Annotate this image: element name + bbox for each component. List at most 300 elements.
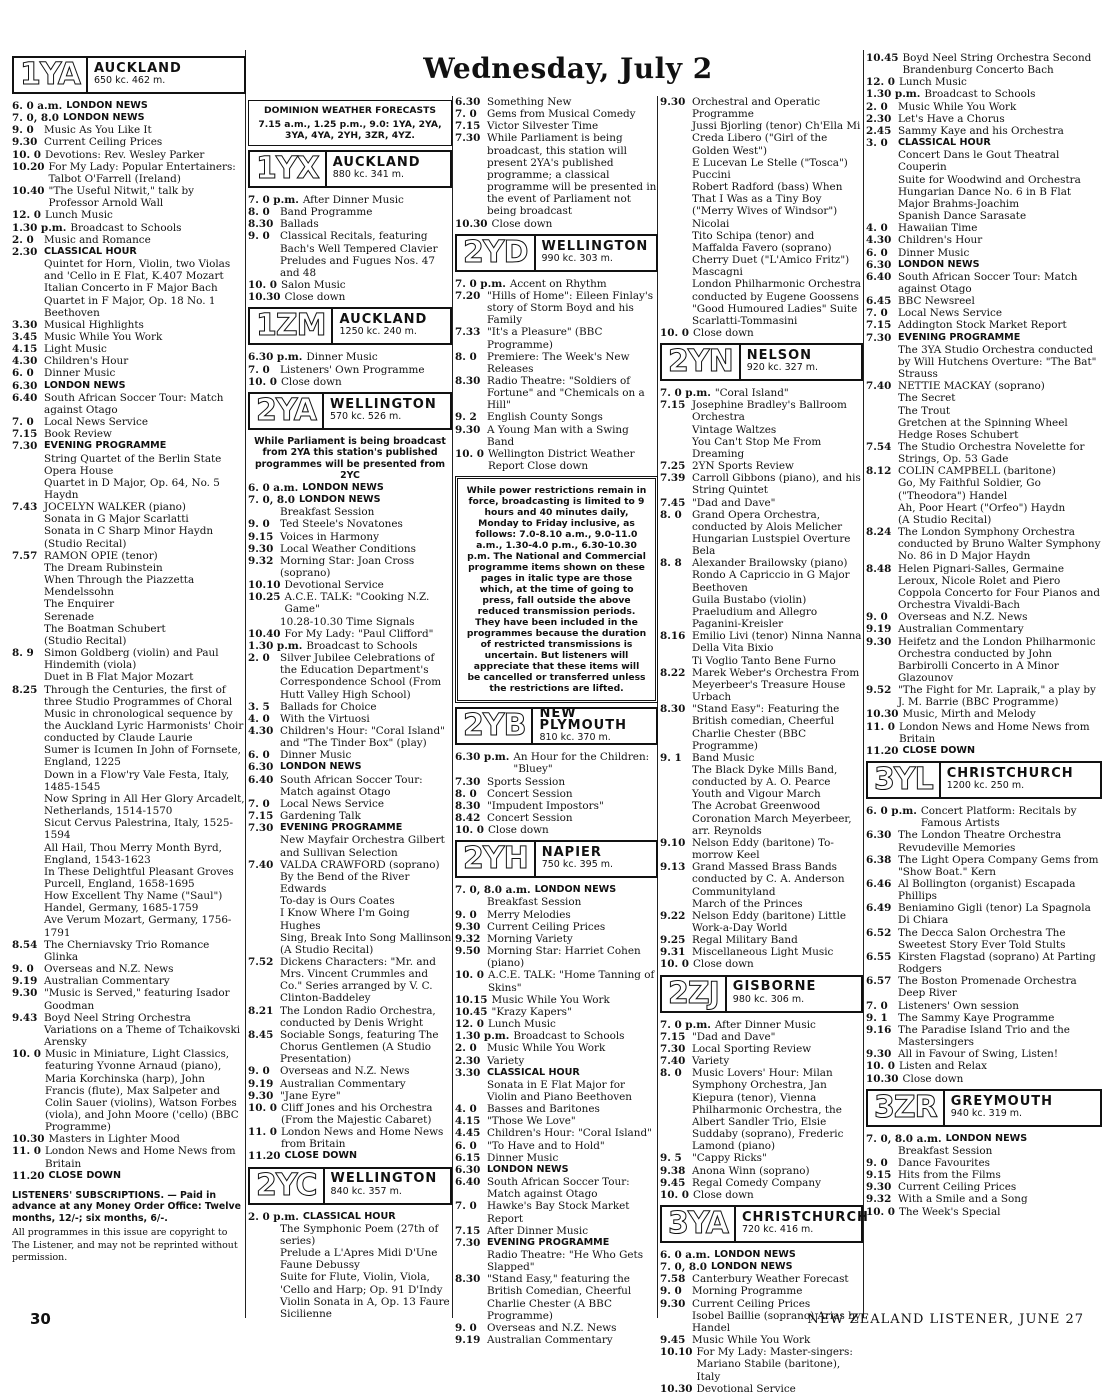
program-entry <box>12 295 246 319</box>
program-entry <box>12 453 246 477</box>
program-time: 7. 0 <box>248 363 270 376</box>
program-entry <box>12 611 246 623</box>
program-description: Victor Silvester Time <box>487 120 599 133</box>
program-description: Nelson Eddy (baritone) Little Work-a-Day World <box>692 909 847 934</box>
program-entry <box>248 1296 452 1308</box>
program-list-1ya <box>12 100 246 1182</box>
program-list-1zm <box>248 351 452 387</box>
program-description: Through the Centuries, the first of three Studio Programmes of Choral Music in chronological sequence by the Auckland Lyric Harmonists' Choir conducted by Claude Laurie <box>44 683 244 745</box>
program-time: 9. 1 <box>660 751 682 764</box>
program-description: LONDON NEWS <box>487 1163 569 1175</box>
station-frequency: 980 kc. 306 m. <box>732 993 805 1005</box>
program-entry <box>660 1189 863 1201</box>
program-description: Dinner Music <box>898 246 970 259</box>
program-entry <box>455 1006 658 1018</box>
program-entry <box>660 1055 863 1067</box>
program-entry <box>12 380 246 392</box>
program-description: Listeners' Own Programme <box>280 363 425 376</box>
program-description: Devotional Service <box>284 579 384 592</box>
program-time <box>12 914 40 938</box>
program-time: 8.25 <box>12 683 38 696</box>
program-time <box>248 932 276 944</box>
program-time <box>866 502 894 514</box>
program-description: All Hail, Thou Merry Month Byrd, England, 1543-1623 <box>44 841 222 866</box>
program-time <box>12 793 40 817</box>
program-time: 8.21 <box>248 1004 274 1017</box>
program-time <box>866 210 894 222</box>
station-city: WELLINGTON <box>541 238 649 254</box>
program-time: 6.49 <box>866 902 892 915</box>
program-time: 4.45 <box>455 1127 481 1140</box>
program-time: 6. 0 <box>455 1139 477 1152</box>
program-entry <box>866 271 1102 295</box>
program-list-2yn <box>660 387 863 971</box>
program-description: Addington Stock Market Report <box>898 319 1067 332</box>
program-description: Hungarian Lustspiel Overture Bela <box>692 533 851 558</box>
program-entry <box>455 1079 658 1103</box>
program-time: 6. 0 a.m. <box>660 1248 711 1261</box>
program-time <box>12 671 40 683</box>
program-time: 6.15 <box>455 1151 481 1164</box>
program-description: Close down <box>280 375 342 388</box>
program-description: Silver Jubilee Celebrations of the Education Department's Correspondence School (From Hutt Valley High School) <box>280 652 442 701</box>
program-time: 8.30 <box>455 374 481 387</box>
program-time <box>12 817 40 841</box>
program-entry <box>12 550 246 562</box>
program-description: London News and Home News from Britain <box>280 1126 444 1151</box>
program-entry <box>866 1000 1102 1012</box>
program-time: 10.30 <box>455 217 488 230</box>
program-time: 3.30 <box>12 318 38 331</box>
program-time: 10. 0 <box>12 148 41 161</box>
program-description: Something New <box>487 96 572 108</box>
program-entry <box>866 684 1102 708</box>
program-description: Alexander Brailowsky (piano) <box>692 557 848 570</box>
program-entry <box>455 1042 658 1054</box>
station-city: CHRISTCHURCH <box>946 765 1074 781</box>
program-entry <box>866 465 1102 477</box>
program-time: 7.52 <box>248 955 274 968</box>
program-description: Voices in Harmony <box>280 530 379 543</box>
program-description: Boyd Neel String Orchestra Variations on a Theme of Tchaikovski Arensky <box>44 1011 241 1049</box>
program-description: LONDON NEWS <box>945 1132 1028 1144</box>
program-entry <box>12 1133 246 1145</box>
program-time: 8. 0 <box>248 206 270 219</box>
program-description: An Hour for the Children: "Bluey" <box>513 751 650 776</box>
program-entry <box>866 210 1102 222</box>
program-description: The Week's Special <box>898 1205 1001 1218</box>
program-time <box>12 562 40 574</box>
program-time: 9.19 <box>866 623 892 636</box>
program-entry <box>248 944 452 956</box>
program-entry <box>660 898 863 910</box>
program-entry <box>248 1308 452 1320</box>
program-description: The Paradise Island Trio and the Mastersingers <box>898 1023 1070 1049</box>
program-description: LONDON NEWS <box>302 481 384 493</box>
program-time: 9.19 <box>455 1334 481 1347</box>
program-entry <box>660 910 863 934</box>
program-description: Concert Dans le Gout Theatral Couperin <box>898 149 1060 174</box>
program-description: A.C.E. TALK: "Home Tanning of Skins" <box>487 969 655 994</box>
program-list-2ya <box>248 482 452 1163</box>
program-time: 8.24 <box>866 526 892 539</box>
program-entry <box>248 555 452 579</box>
program-description: LONDON NEWS <box>280 761 362 773</box>
program-description: Sonata in G Major Scarlatti <box>44 513 189 526</box>
program-description: Close down <box>902 1072 964 1085</box>
program-entry <box>12 124 246 136</box>
program-entry <box>248 494 452 506</box>
program-entry <box>660 764 863 788</box>
program-entry <box>866 234 1102 246</box>
program-description: Coronation March Meyerbeer, arr. Reynolds <box>692 812 852 837</box>
program-entry <box>660 436 863 460</box>
program-description: The London Symphony Orchestra conducted by Bruno Walter Symphony No. 86 in D Major Haydn <box>898 526 1101 563</box>
program-description: LONDON NEWS <box>299 494 381 506</box>
program-time <box>248 944 276 956</box>
program-time: 12. 0 <box>866 76 895 89</box>
program-time: 11. 0 <box>866 720 895 733</box>
program-entry <box>248 1102 452 1126</box>
program-list-2yh <box>455 884 658 1346</box>
station-city: NEW PLYMOUTH <box>539 705 627 734</box>
program-entry <box>12 684 246 745</box>
program-entry <box>455 1018 658 1030</box>
program-entry <box>12 428 246 440</box>
program-time: 7.40 <box>660 1055 686 1068</box>
program-description: Morning Variety <box>487 932 573 945</box>
program-description: Music While You Work <box>487 1042 606 1055</box>
program-description: "Coral Island" <box>714 387 789 400</box>
program-time: 11. 0 <box>248 1126 277 1139</box>
program-entry <box>248 376 452 388</box>
program-time: 6.30 <box>248 761 274 774</box>
program-description: Light Music <box>44 343 107 356</box>
program-entry <box>248 579 452 591</box>
program-entry <box>660 788 863 800</box>
program-time: 11.20 <box>12 1169 45 1182</box>
program-time: 7.15 <box>455 1224 481 1237</box>
program-time: 9.30 <box>455 423 481 436</box>
column-5 <box>866 52 1102 1218</box>
program-description: The Boston Promenade Orchestra Deep River <box>898 975 1077 1000</box>
program-entry <box>455 994 658 1006</box>
program-entry <box>660 533 863 557</box>
program-time: 7. 0 <box>12 416 34 429</box>
program-time: 8.30 <box>455 1273 481 1286</box>
program-description: Broadcast to Schools <box>924 88 1036 101</box>
program-entry <box>455 1237 658 1249</box>
program-time: 10. 0 <box>660 958 689 971</box>
program-description: Overseas and N.Z. News <box>487 1321 617 1334</box>
program-description: Robert Radford (bass) When That I Was as a Tiny Boy ("Merry Wives of Windsor") Nicolai <box>692 181 843 230</box>
program-time: 9.13 <box>660 861 686 874</box>
program-time: 9.30 <box>866 1048 892 1061</box>
station-logo-2yn <box>660 343 863 381</box>
program-entry <box>248 713 452 725</box>
program-entry <box>12 1170 246 1182</box>
program-entry <box>455 1200 658 1224</box>
program-description: Quintet for Horn, Violin, two Violas and 'Cello in E Flat, K.407 Mozart <box>44 258 231 283</box>
program-entry <box>248 1150 452 1162</box>
program-entry <box>455 933 658 945</box>
program-time: 9.45 <box>660 1176 686 1189</box>
program-description: LONDON NEWS <box>66 100 148 111</box>
program-description: Broadcast to Schools <box>306 639 418 652</box>
program-description: Ave Verum Mozart, Germany, 1756-1791 <box>44 914 232 939</box>
program-time: 10.25 <box>248 591 281 604</box>
station-city: AUCKLAND <box>339 312 428 328</box>
program-description: Jussi Bjorling (tenor) Ch'Ella Mi Creda Libero ("Girl of the Golden West") <box>692 120 861 157</box>
program-description: Children's Hour: "Coral Island" <box>487 1127 652 1140</box>
station-logo-2zj <box>660 975 863 1013</box>
program-time: 2. 0 <box>455 1042 477 1055</box>
program-time: 7.30 <box>455 132 481 145</box>
program-entry <box>660 460 863 472</box>
program-time: 6. 0 a.m. <box>12 100 63 112</box>
program-time <box>12 295 40 319</box>
program-time <box>12 574 40 598</box>
program-entry <box>12 149 246 161</box>
program-time: 7.15 <box>866 319 892 332</box>
program-entry <box>455 1055 658 1067</box>
program-description: Helen Pignari-Salles, Germaine Leroux, Nicole Rolet and Piero Coppola Concerto for Four Pianos and Orchestra Vivaldi-Bach <box>898 562 1101 612</box>
program-time: 7.15 <box>248 810 274 823</box>
program-description: South African Soccer Tour: Match against Otago <box>44 391 224 416</box>
program-description: London News and Home News from Britain <box>44 1145 236 1170</box>
program-description: Morning Star: Joan Cross (soprano) <box>280 554 415 579</box>
program-entry <box>455 1273 658 1322</box>
program-time: 7.58 <box>660 1273 686 1286</box>
program-time: 9.19 <box>248 1077 274 1090</box>
program-entry <box>866 1060 1102 1072</box>
program-time <box>866 392 894 404</box>
program-entry <box>12 975 246 987</box>
program-entry <box>866 392 1102 404</box>
program-description: With the Virtuosi <box>280 712 370 725</box>
program-entry <box>12 100 246 112</box>
program-description: Hedge Roses Schubert <box>898 428 1019 441</box>
program-time <box>660 788 688 800</box>
program-entry <box>455 351 658 375</box>
program-description: Josephine Bradley's Ballroom Orchestra <box>692 399 847 424</box>
station-callsign: 2YC <box>250 1169 325 1203</box>
program-entry <box>660 497 863 509</box>
program-time: 2.30 <box>455 1054 481 1067</box>
program-description: Music, Mirth and Melody <box>902 708 1036 721</box>
program-time: 9.30 <box>248 542 274 555</box>
program-time: 8.54 <box>12 938 38 951</box>
program-description: The 3YA Studio Orchestra conducted by Will Hutchens Overture: "The Bat" Strauss <box>898 343 1097 381</box>
program-entry <box>866 854 1102 878</box>
program-entry <box>248 1090 452 1102</box>
program-entry <box>248 749 452 761</box>
station-callsign: 2YH <box>457 842 536 876</box>
program-entry <box>866 878 1102 902</box>
program-description: Dance Favourites <box>898 1156 990 1169</box>
program-entry <box>866 1206 1102 1218</box>
program-time: 9.30 <box>12 987 38 1000</box>
program-entry <box>866 745 1102 757</box>
program-list-2yd <box>455 278 658 473</box>
program-description: A Young Man with a Swing Band <box>487 423 629 448</box>
masthead-footer: NEW ZEALAND LISTENER, JUNE 27 <box>807 1312 1084 1327</box>
program-entry <box>660 96 863 120</box>
program-description: "It's a Pleasure" (BBC Programme) <box>487 326 603 351</box>
program-entry <box>12 161 246 185</box>
program-entry <box>248 822 452 834</box>
program-description: Ballads <box>280 218 319 231</box>
program-entry <box>248 194 452 206</box>
program-entry <box>866 222 1102 234</box>
program-time: 8.42 <box>455 812 481 824</box>
program-entry <box>660 958 863 970</box>
program-description: CLOSE DOWN <box>284 1150 358 1162</box>
program-entry <box>866 1157 1102 1169</box>
program-time: 6.45 <box>866 295 892 308</box>
program-entry <box>660 667 863 703</box>
program-time <box>660 278 688 327</box>
program-description: Gardening Talk <box>280 810 361 823</box>
subscriptions-notice: LISTENERS' SUBSCRIPTIONS. — Paid in advance at any Money Order Office: Twelve months, 12/-; six months, 6/-. <box>12 1189 241 1224</box>
program-description: The Symphonic Poem (27th of series) <box>280 1222 439 1247</box>
program-time: 4. 0 <box>866 222 888 235</box>
program-entry <box>12 987 246 1011</box>
station-frequency: 840 kc. 357 m. <box>330 1185 402 1197</box>
program-time: 10.30 <box>866 708 899 721</box>
program-time: 9.25 <box>660 934 686 947</box>
program-time: 6.40 <box>248 773 274 786</box>
program-entry <box>660 327 863 339</box>
program-description: The Studio Orchestra Novelette for Strings, Op. 53 Gade <box>898 441 1085 466</box>
program-entry <box>455 909 658 921</box>
program-time: 4.30 <box>866 234 892 247</box>
program-time <box>866 477 894 501</box>
program-entry <box>866 611 1102 623</box>
program-entry <box>660 557 863 569</box>
program-time: 9.15 <box>248 530 274 543</box>
program-description: Heifetz and the London Philharmonic Orchestra conducted by John Barbirolli Concerto in A Minor Glazounov <box>898 635 1096 684</box>
program-entry <box>12 477 246 501</box>
program-list-3zr <box>866 1133 1102 1218</box>
program-entry <box>248 1223 452 1247</box>
program-entry <box>660 1019 863 1031</box>
station-frequency: 720 kc. 416 m. <box>741 1223 814 1235</box>
program-entry <box>866 441 1102 465</box>
program-entry <box>455 896 658 908</box>
program-description: RAMON OPIE (tenor) <box>44 549 158 562</box>
program-entry <box>455 411 658 423</box>
program-time <box>248 616 276 628</box>
program-description: Dinner Music <box>306 351 378 364</box>
program-description: Children's Hour: "Coral Island" and "The Tinder Box" (play) <box>280 725 445 750</box>
program-time: 7.20 <box>455 289 481 302</box>
program-description: Basses and Baritones <box>487 1103 600 1116</box>
program-description: Beniamino Gigli (tenor) La Spagnola Di Chiara <box>898 902 1091 927</box>
program-description: Broadcast to Schools <box>70 221 182 234</box>
program-description: Current Ceiling Prices <box>898 1181 1017 1194</box>
column-1 <box>12 52 246 1264</box>
program-time: 9. 0 <box>455 908 477 921</box>
program-description: Listeners' Own session <box>898 999 1020 1012</box>
program-time <box>660 800 688 812</box>
program-entry <box>866 1193 1102 1205</box>
program-time: 8.48 <box>866 562 892 575</box>
program-time: 6.30 p.m. <box>455 751 510 764</box>
program-entry <box>248 798 452 810</box>
program-time: 7.25 <box>660 460 686 473</box>
program-entry <box>248 218 452 230</box>
station-logo-2yd <box>455 234 658 272</box>
program-time <box>12 525 40 537</box>
program-time: 10.10 <box>248 579 281 592</box>
program-entry <box>248 351 452 363</box>
program-description: After Dinner Music <box>302 194 404 206</box>
program-time: 7. 0 <box>455 108 477 121</box>
program-description: Boyd Neel String Orchestra Second Brandenburg Concerto Bach <box>902 52 1092 77</box>
program-list-1yx <box>248 194 452 303</box>
program-time: 8. 9 <box>12 647 34 660</box>
program-entry <box>455 132 658 217</box>
program-description: Sumer is Icumen In John of Fornsete, England, 1225 <box>44 744 241 769</box>
program-time: 11.20 <box>866 744 899 757</box>
program-description: Hits from the Films <box>898 1169 1001 1182</box>
program-entry <box>455 1140 658 1152</box>
program-time <box>248 506 276 518</box>
program-entry <box>866 186 1102 210</box>
program-time: 9.30 <box>660 96 686 108</box>
program-description: Ballads for Choice <box>280 700 377 713</box>
program-entry <box>248 895 452 907</box>
program-entry <box>866 174 1102 186</box>
program-description: Close down <box>692 958 754 971</box>
program-entry <box>455 1164 658 1176</box>
column-2 <box>248 96 452 1320</box>
program-entry <box>455 1152 658 1164</box>
program-description: "The Fight for Mr. Lapraik," a play by J. M. Barrie (BBC Programme) <box>898 684 1096 709</box>
program-time: 7. 0 <box>866 307 888 320</box>
program-description: Ted Steele's Novatones <box>280 518 403 531</box>
program-description: CLASSICAL HOUR <box>487 1066 580 1078</box>
program-entry <box>248 506 452 518</box>
program-time: 9.30 <box>866 1181 892 1194</box>
station-frequency: 570 kc. 526 m. <box>329 410 402 422</box>
station-frequency: 920 kc. 327 m. <box>746 362 819 374</box>
program-time: 6.40 <box>12 391 38 404</box>
program-entry <box>866 805 1102 829</box>
program-description: Youth and Vigour March <box>692 788 821 801</box>
program-time: 10.30 <box>660 1382 693 1395</box>
program-time: 6. 0 <box>12 367 34 380</box>
program-entry <box>248 1065 452 1077</box>
station-logo-1zm <box>248 307 452 345</box>
program-description: The Black Dyke Mills Band, conducted by A. O. Pearce <box>692 763 838 789</box>
program-description: (Studio Recital) <box>44 537 127 550</box>
program-entry <box>660 472 863 496</box>
program-entry <box>455 812 658 824</box>
station-city: GISBORNE <box>732 979 817 995</box>
program-time <box>455 1079 483 1103</box>
program-time: 7.54 <box>866 441 892 453</box>
program-time <box>660 655 688 667</box>
program-time <box>12 635 40 647</box>
program-time <box>660 424 688 436</box>
program-time: 1.30 p.m. <box>248 639 303 652</box>
program-time <box>866 174 894 186</box>
program-time: 8.16 <box>660 630 686 643</box>
program-description: Close down <box>692 1188 754 1201</box>
station-frequency: 750 kc. 395 m. <box>541 859 614 871</box>
